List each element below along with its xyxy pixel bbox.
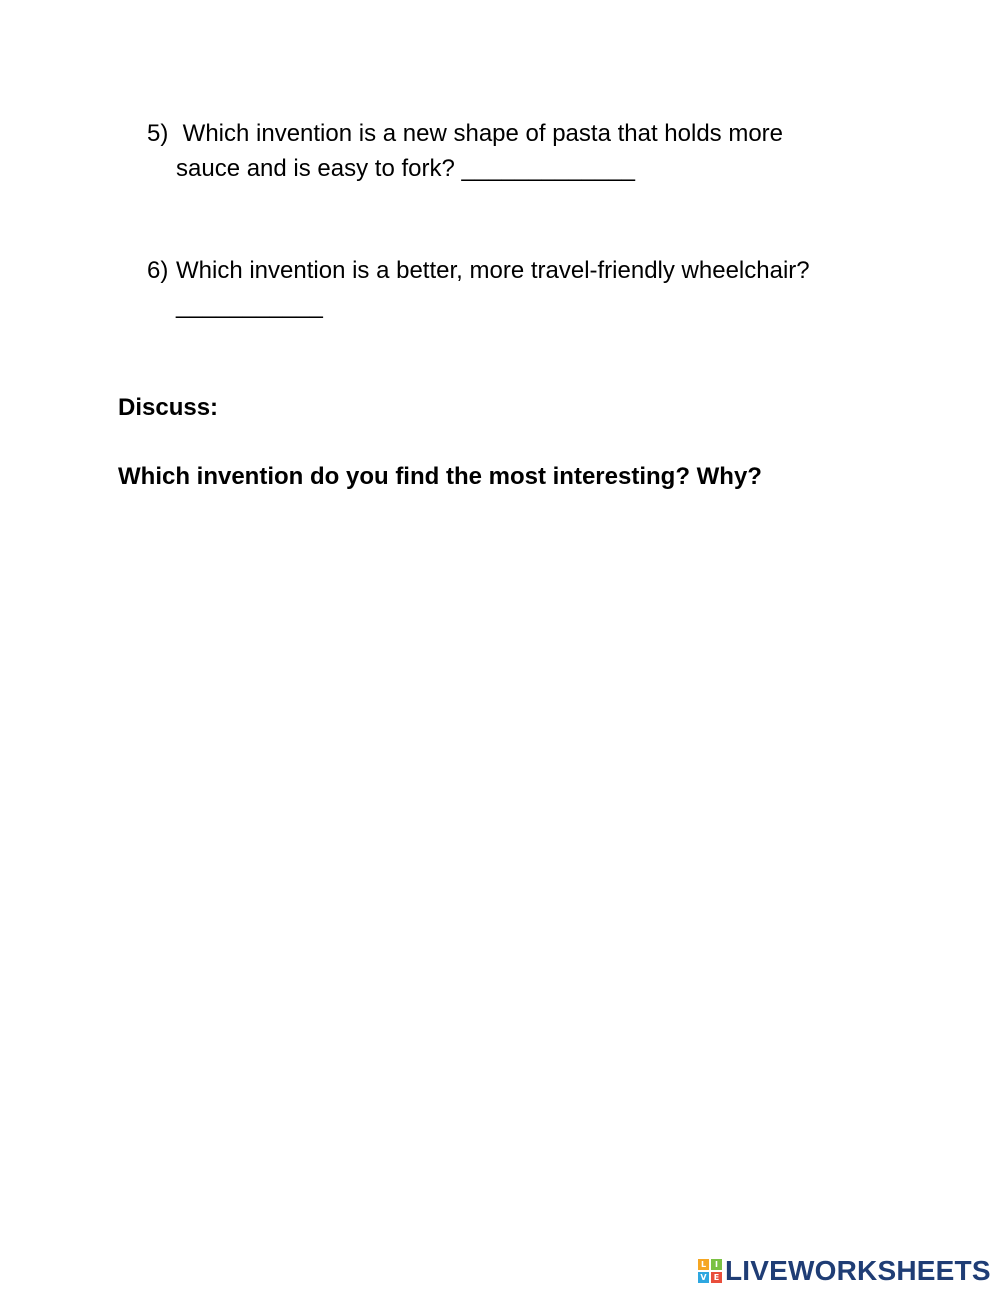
logo-letter-e: E — [711, 1272, 722, 1283]
discuss-question: Which invention do you find the most interesting? Why? — [118, 463, 762, 490]
question-5-line-1: Which invention is a new shape of pasta that holds more — [176, 120, 784, 147]
discuss-heading: Discuss: — [118, 394, 219, 421]
logo-grid-icon — [698, 1259, 722, 1283]
logo-text: LIVEWORKSHEETS — [725, 1255, 991, 1286]
liveworksheets-logo — [698, 1256, 991, 1286]
logo-letter-v: V — [698, 1272, 709, 1283]
question-6-line-2: ___________ — [176, 292, 323, 319]
question-5-line-2: sauce and is easy to fork? _____________ — [176, 155, 636, 182]
question-6 — [147, 253, 810, 323]
logo-letter-l: L — [698, 1259, 709, 1270]
logo-letter-i: I — [711, 1259, 722, 1270]
question-5 — [147, 116, 783, 186]
question-6-line-1: Which invention is a better, more travel-friendly wheelchair? — [176, 257, 810, 284]
question-6-number: 6) — [147, 257, 169, 284]
question-5-number: 5) — [147, 120, 169, 147]
